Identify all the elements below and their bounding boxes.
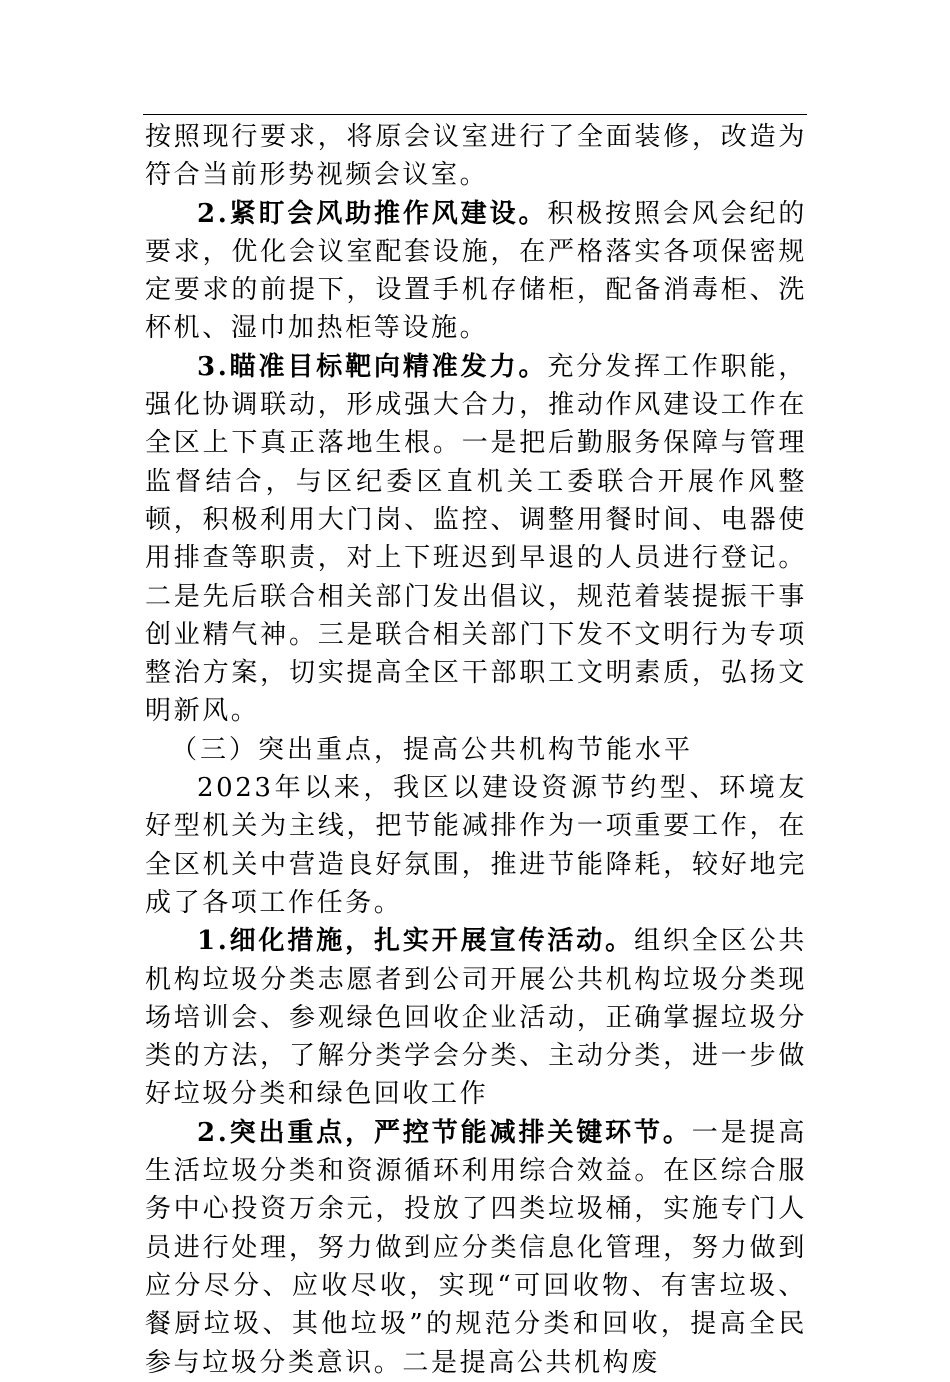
paragraph-item-3-target	[145, 348, 807, 731]
paragraph-text: 充分发挥工作职能，强化协调联动，形成强大合力，推动作风建设工作在全区上下真正落地生根。一是把后勤服务保障与管理监督结合，与区纪委区直机关工委联合开展作风整顿，积极利用大门岗、监控、调整用餐时间、电器使用排查等职责，对上下班迟到早退的人员进行登记。二是先后联合相关部门发出倡议，规范着装提振干事创业精气神。三是联合相关部门下发不文明行为专项整治方案，切实提高全区干部职工文明素质，弘扬文明新风。	[145, 351, 807, 727]
section-subheading	[145, 731, 807, 769]
paragraph-item-2-meeting-style	[145, 195, 807, 348]
paragraph-lead: 1.细化措施，扎实开展宣传活动。	[197, 926, 634, 957]
paragraph-text: 2023年以来，我区以建设资源节约型、环境友好型机关为主线，把节能减排作为一项重要工作，在全区机关中营造良好氛围，推进节能降耗，较好地完成了各项工作任务。	[145, 773, 807, 918]
paragraph-item-2-key-links	[145, 1114, 807, 1382]
paragraph-continuation	[145, 118, 807, 195]
document-body	[145, 118, 807, 1382]
paragraph-item-1-measures	[145, 922, 807, 1113]
paragraph-text: 一是提高生活垃圾分类和资源循环利用综合效益。在区综合服务中心投资万余元，投放了四类垃圾桶，实施专门人员进行处理，努力做到应分类信息化管理，努力做到应分尽分、应收尽收，实现“可回收物、有害垃圾、餐厨垃圾、其他垃圾”的规范分类和回收，提高全民参与垃圾分类意识。二是提高公共机构废	[145, 1117, 807, 1378]
header-rule	[143, 114, 807, 115]
paragraph-lead: 3.瞄准目标靶向精准发力。	[197, 351, 548, 382]
paragraph-lead: 2.突出重点，严控节能减排关键环节。	[197, 1117, 692, 1148]
paragraph-text: 积极按照会风会纪的要求，优化会议室配套设施，在严格落实各项保密规定要求的前提下，设置手机存储柜，配备消毒柜、洗杯机、湿巾加热柜等设施。	[145, 198, 807, 344]
paragraph-lead: 2.紧盯会风助推作风建设。	[197, 198, 548, 229]
paragraph-text: 组织全区公共机构垃圾分类志愿者到公司开展公共机构垃圾分类现场培训会、参观绿色回收企业活动，正确掌握垃圾分类的方法，了解分类学会分类、主动分类，进一步做好垃圾分类和绿色回收工作	[145, 926, 807, 1110]
paragraph-text: 按照现行要求，将原会议室进行了全面装修，改造为符合当前形势视频会议室。	[145, 122, 807, 191]
paragraph-body-2023	[145, 769, 807, 922]
subheading-text: （三）突出重点，提高公共机构节能水平	[171, 734, 694, 765]
